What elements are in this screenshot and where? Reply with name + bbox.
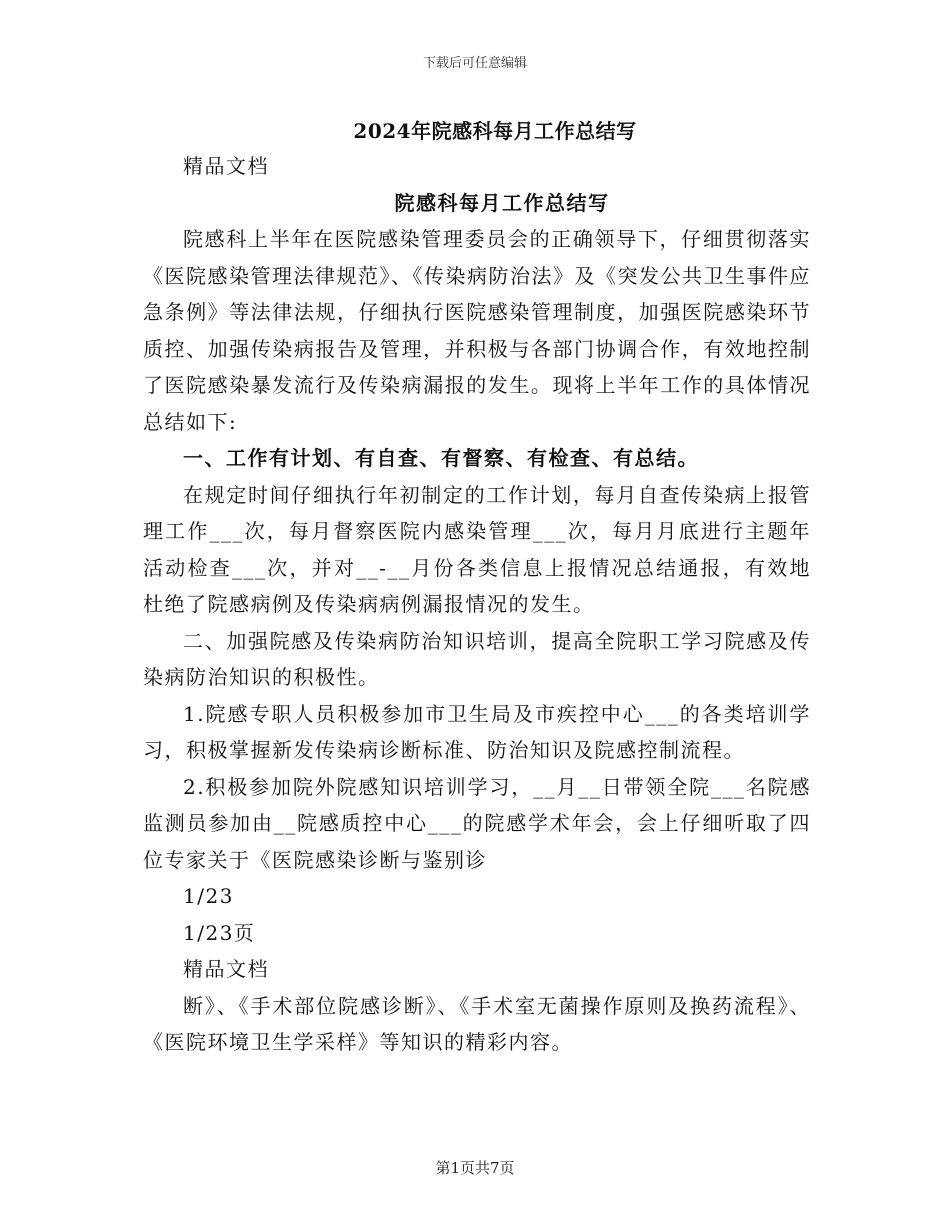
- item-one-paragraph: 1.院感专职人员积极参加市卫生局及市疾控中心___的各类培训学习，积极掌握新发传染病诊断标准、防治知识及院感控制流程。: [143, 701, 811, 762]
- source-label: 精品文档: [183, 154, 269, 178]
- intro-paragraph: 院感科上半年在医院感染管理委员会的正确领导下，仔细贯彻落实《医院感染管理法律规范》、《传染病防治法》及《突发公共卫生事件应急条例》等法律法规，仔细执行医院感染管理制度，加强医院感染环节质控、加强传染病报告及管理，并积极与各部门协调合作，有效地控制了医院感染暴发流行及传染病漏报的发生。现将上半年工作的具体情况总结如下:: [143, 227, 811, 434]
- document-body: [143, 148, 811, 1061]
- header-note: 下载后可任意编辑: [422, 56, 527, 71]
- section-two-heading: 二、加强院感及传染病防治知识培训，提高全院职工学习院感及传染病防治知识的积极性。: [143, 628, 811, 689]
- section-one-paragraph: 在规定时间仔细执行年初制定的工作计划，每月自查传染病上报管理工作___次，每月督察医院内感染管理___次，每月月底进行主题年活动检查___次，并对__-__月份各类信息上报情况总结通报，有效地杜绝了院感病例及传染病病例漏报情况的发生。: [143, 482, 811, 616]
- section-one-heading: 一、工作有计划、有自查、有督察、有检查、有总结。: [183, 446, 699, 470]
- section-heading: 院感科每月工作总结写: [394, 190, 610, 215]
- page-marker-with-label: 1/23页: [183, 920, 256, 945]
- document-title: 2024年院感科每月工作总结写: [353, 119, 637, 143]
- item-two-paragraph: 2.积极参加院外院感知识培训学习，__月__日带领全院___名院感监测员参加由__院感质控中心___的院感学术年会，会上仔细听取了四位专家关于《医院感染诊断与鉴别诊: [143, 774, 811, 872]
- continued-paragraph: 断》、《手术部位院感诊断》、《手术室无菌操作原则及换药流程》、《医院环境卫生学采样》等知识的精彩内容。: [143, 993, 811, 1054]
- page-marker: 1/23: [183, 884, 234, 908]
- source-label-repeat: 精品文档: [183, 957, 269, 981]
- page-footer: 第1页共7页: [435, 1159, 515, 1177]
